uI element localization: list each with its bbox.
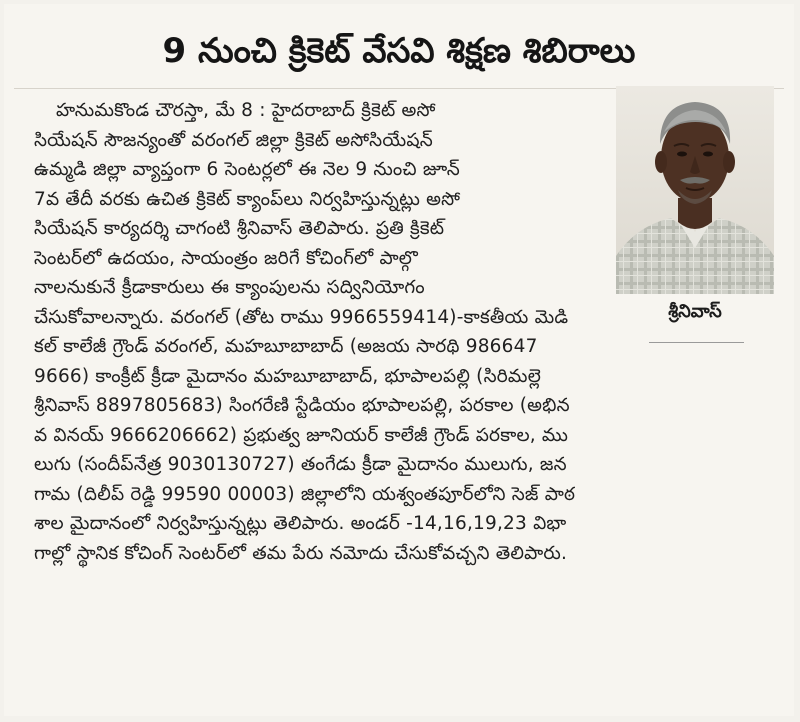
newspaper-clipping	[4, 4, 794, 716]
body-line: సియేషన్ కార్యదర్శి చాగంటి శ్రీనివాస్ తెలిపారు. ప్రతి క్రికెట్	[34, 218, 445, 239]
body-line: వ వినయ్ 9666206662) ప్రభుత్వ జూనియర్ కాలేజీ గ్రౌండ్ పరకాల, ము	[34, 424, 569, 446]
body-line: సియేషన్ సౌజన్యంతో వరంగల్ జిల్లా క్రికెట్ అసోసియేషన్	[34, 129, 433, 151]
body-line: గామ (దిలీప్ రెడ్డి 99590 00003) జిల్లాలోని యశ్వంతపూర్‌లోని సెజ్ పాఠ	[34, 483, 576, 505]
caption-underline	[649, 342, 744, 343]
portrait-illustration	[616, 86, 774, 294]
headline: 9 నుంచి క్రికెట్ వేసవి శిక్షణ శిబిరాలు	[162, 31, 636, 71]
body-line: ఉమ్మడి జిల్లా వ్యాప్తంగా 6 సెంటర్లలో ఈ నెల 9 నుంచి జూన్	[34, 159, 460, 180]
body-line: నాలనుకునే క్రీడాకారులు ఈ క్యాంపులను సద్వినియోగం	[34, 277, 425, 298]
body-line: శ్రీనివాస్ 8897805683) సింగరేణి స్టేడియం భూపాలపల్లి, పరకాల (అభిన	[34, 395, 570, 416]
body-line: కల్ కాలేజీ గ్రౌండ్ వరంగల్, మహబూబాబాద్ (అజయ సారథి 986647	[34, 336, 538, 357]
body-line: 9666) కాంక్రీట్ క్రీడా మైదానం మహబూబాబాద్, భూపాలపల్లి (సిరిమల్లె	[34, 365, 542, 387]
body-line: చేసుకోవాలన్నారు. వరంగల్ (తోట రాము 9966559414)-కాకతీయ మెడి	[34, 306, 569, 328]
body-line: లుగు (సందీప్‌నేత్ర 9030130727) తంగేడు క్రీడా మైదానం ములుగు, జన	[34, 454, 567, 475]
body-line: సెంటర్‌లో ఉదయం, సాయంత్రం జరిగే కోచింగ్‌లో పాల్గొ	[34, 247, 418, 269]
body-line: శాల మైదానంలో నిర్వహిస్తున్నట్లు తెలిపారు. అండర్ -14,16,19,23 విభా	[34, 513, 567, 534]
body-line: గాల్లో స్థానిక కోచింగ్ సెంటర్‌లో తమ పేరు నమోదు చేసుకోవచ్చని తెలిపారు.	[34, 542, 568, 564]
body-line: హనుమకొండ చౌరస్తా, మే 8 : హైదరాబాద్ క్రికెట్ అసో	[56, 100, 436, 121]
portrait-photo	[616, 86, 774, 294]
photo-caption: శ్రీనివాస్	[668, 301, 722, 322]
body-line: 7వ తేదీ వరకు ఉచిత క్రికెట్ క్యాంప్‌లు నిర్వహిస్తున్నట్లు అసో	[34, 188, 461, 210]
